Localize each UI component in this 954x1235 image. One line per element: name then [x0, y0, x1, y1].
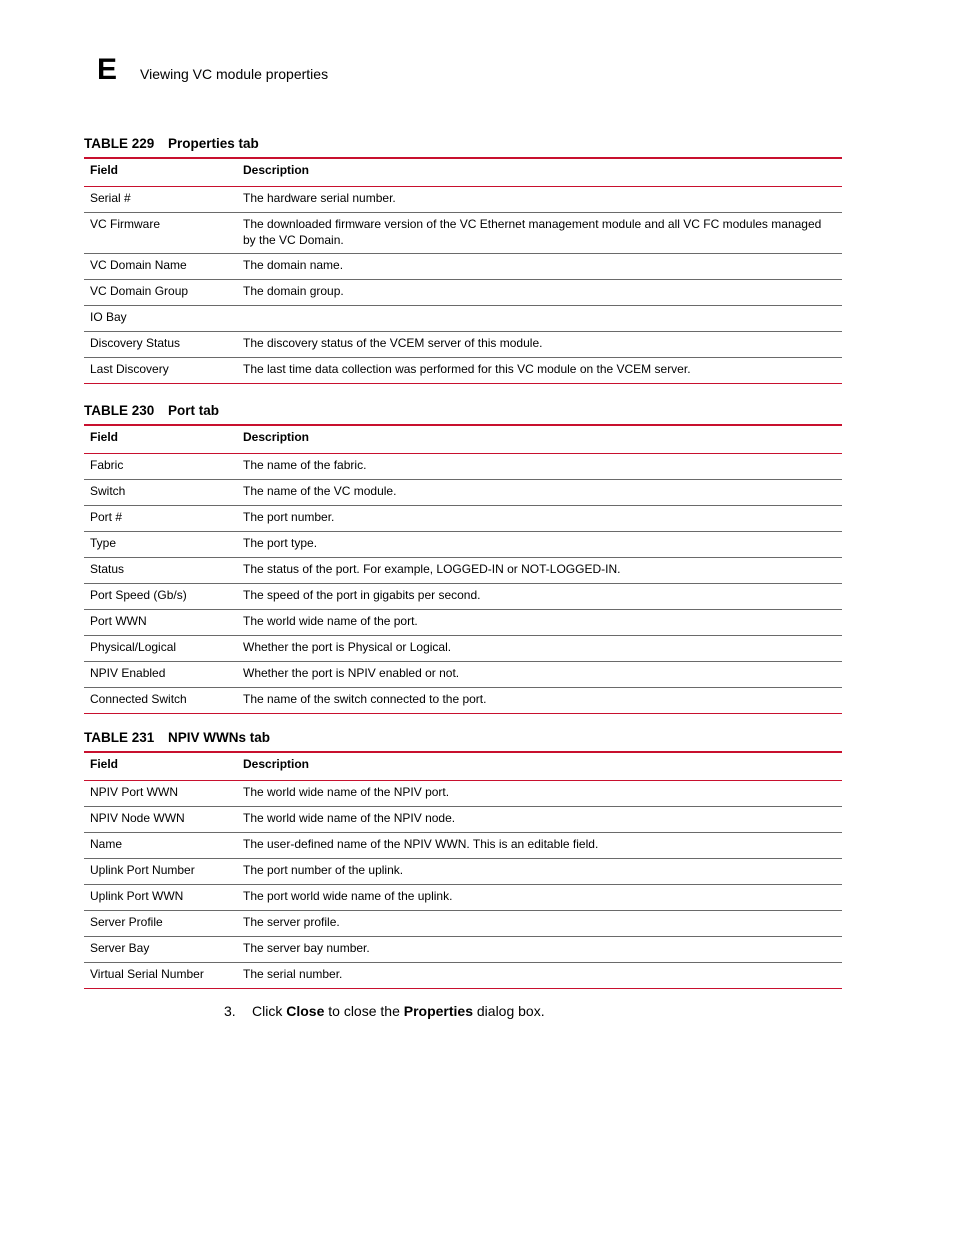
field-cell: VC Firmware — [84, 212, 237, 253]
table-row — [84, 253, 842, 279]
description-cell: The last time data collection was performed for this VC module on the VCEM server. — [243, 361, 691, 376]
field-cell: Type — [84, 531, 237, 557]
table-row — [84, 557, 842, 583]
description-cell: The hardware serial number. — [237, 186, 842, 212]
description-cell: The world wide name of the port. — [237, 609, 842, 635]
table-number: TABLE 231 — [84, 730, 155, 745]
step-text-1: Click — [252, 1003, 287, 1019]
running-header-title: Viewing VC module properties — [140, 66, 329, 82]
column-header: Description — [237, 752, 842, 780]
close-button-reference: Close — [286, 1003, 325, 1019]
table-caption-text: Port tab — [168, 403, 220, 418]
description-cell — [237, 305, 842, 331]
table-row — [84, 884, 842, 910]
field-cell: VC Domain Name — [84, 253, 237, 279]
description-cell: The speed of the port in gigabits per second. — [237, 583, 842, 609]
table-row — [84, 858, 842, 884]
description-cell: The status of the port. For example, LOGGED-IN or NOT-LOGGED-IN. — [237, 557, 842, 583]
field-cell: Port # — [84, 505, 237, 531]
table-row — [84, 453, 842, 479]
description-cell: The port type. — [237, 531, 842, 557]
step-text-2: to close the — [324, 1003, 404, 1019]
table-caption — [84, 403, 842, 419]
step-text-3: dialog box. — [473, 1003, 545, 1019]
table-caption-text: Properties tab — [168, 136, 259, 151]
description-cell: The discovery status of the VCEM server of this module. — [237, 331, 842, 357]
table-row — [84, 212, 842, 253]
table-row — [84, 609, 842, 635]
field-cell: Uplink Port WWN — [84, 884, 237, 910]
field-cell: Server Bay — [84, 936, 237, 962]
table-header-row — [84, 752, 842, 780]
table-header-row — [84, 158, 842, 186]
field-cell: Virtual Serial Number — [90, 966, 204, 981]
step-instruction — [224, 1002, 545, 1020]
column-header: Field — [84, 425, 237, 453]
field-cell: Server Profile — [84, 910, 237, 936]
table-row — [84, 505, 842, 531]
description-cell: Whether the port is NPIV enabled or not. — [237, 661, 842, 687]
properties-dialog-reference: Properties — [403, 1003, 473, 1019]
table-row — [84, 780, 842, 806]
field-cell: Physical/Logical — [84, 635, 237, 661]
description-cell: The server profile. — [237, 910, 842, 936]
field-description-table — [84, 751, 842, 989]
field-cell: Port Speed (Gb/s) — [84, 583, 237, 609]
table-row — [84, 962, 842, 988]
field-cell: Status — [84, 557, 237, 583]
table-row — [84, 910, 842, 936]
table-row — [84, 479, 842, 505]
description-cell: The user-defined name of the NPIV WWN. This is an editable field. — [237, 832, 842, 858]
column-header: Description — [237, 158, 842, 186]
table-number: TABLE 229 — [84, 136, 155, 151]
table-header-row — [84, 425, 842, 453]
description-cell: The name of the switch connected to the port. — [243, 691, 487, 706]
table-row — [84, 936, 842, 962]
description-cell: The name of the VC module. — [237, 479, 842, 505]
field-cell: Uplink Port Number — [84, 858, 237, 884]
field-cell: Discovery Status — [84, 331, 237, 357]
table-row — [84, 687, 842, 713]
table-row — [84, 186, 842, 212]
field-cell: NPIV Port WWN — [84, 780, 237, 806]
field-cell: Serial # — [84, 186, 237, 212]
table-row — [84, 357, 842, 383]
field-cell: IO Bay — [84, 305, 237, 331]
column-header: Description — [237, 425, 842, 453]
field-cell: NPIV Enabled — [84, 661, 237, 687]
table-row — [84, 531, 842, 557]
table-caption — [84, 730, 842, 746]
step-number: 3. — [224, 1003, 236, 1019]
field-cell: Fabric — [84, 453, 237, 479]
field-cell: Switch — [84, 479, 237, 505]
table-row — [84, 305, 842, 331]
description-cell: The port number of the uplink. — [237, 858, 842, 884]
table-row — [84, 635, 842, 661]
description-cell: The port world wide name of the uplink. — [237, 884, 842, 910]
description-cell: The domain name. — [237, 253, 842, 279]
column-header: Field — [84, 752, 237, 780]
field-cell: Port WWN — [84, 609, 237, 635]
description-cell: The name of the fabric. — [237, 453, 842, 479]
table-row — [84, 331, 842, 357]
table-number: TABLE 230 — [84, 403, 155, 418]
chapter-letter: E — [97, 53, 118, 86]
description-cell: The domain group. — [237, 279, 842, 305]
field-cell: Name — [84, 832, 237, 858]
field-cell: NPIV Node WWN — [84, 806, 237, 832]
field-cell: Last Discovery — [90, 361, 169, 376]
column-header: Field — [84, 158, 237, 186]
description-cell: The world wide name of the NPIV node. — [237, 806, 842, 832]
field-description-table — [84, 157, 842, 384]
description-cell: The port number. — [237, 505, 842, 531]
field-cell: VC Domain Group — [84, 279, 237, 305]
description-cell: The downloaded firmware version of the VC Ethernet management module and all VC FC modules managed by the VC Domain. — [237, 212, 842, 253]
table-row — [84, 279, 842, 305]
table-row — [84, 832, 842, 858]
table-caption-text: NPIV WWNs tab — [168, 730, 271, 745]
description-cell: The world wide name of the NPIV port. — [237, 780, 842, 806]
table-caption — [84, 136, 842, 152]
field-cell: Connected Switch — [90, 691, 187, 706]
description-cell: The server bay number. — [237, 936, 842, 962]
table-row — [84, 661, 842, 687]
description-cell: Whether the port is Physical or Logical. — [237, 635, 842, 661]
table-row — [84, 583, 842, 609]
field-description-table — [84, 424, 842, 714]
description-cell: The serial number. — [243, 966, 343, 981]
table-row — [84, 806, 842, 832]
